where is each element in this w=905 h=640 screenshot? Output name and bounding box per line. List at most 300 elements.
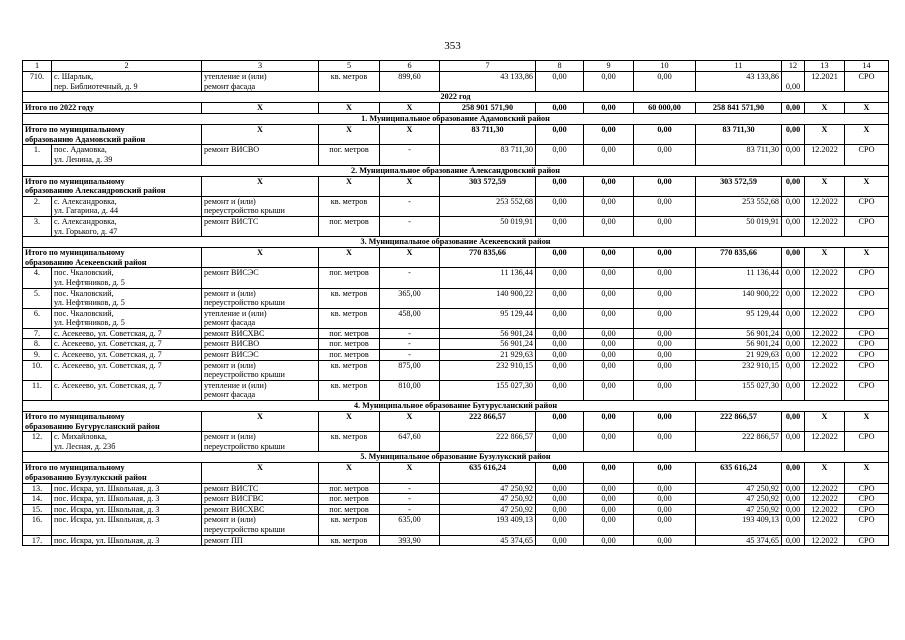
table-cell: ремонт ВИСХВС	[202, 328, 319, 339]
table-cell: 0,00	[536, 380, 584, 400]
table-cell: 0,00	[782, 515, 805, 535]
table-cell: ремонт ВИСГВС	[202, 494, 319, 505]
table-cell: 0,00	[584, 72, 634, 92]
table-cell: 56 901,24	[696, 339, 782, 350]
table-cell: 2	[52, 61, 202, 72]
table-cell: X	[805, 463, 845, 483]
table-cell: 83 711,30	[440, 125, 536, 145]
table-row	[23, 494, 889, 505]
table-cell: 258 841 571,90	[696, 103, 782, 114]
subtotal-row	[23, 176, 889, 196]
table-cell: 47 250,92	[440, 483, 536, 494]
table-cell: СРО	[845, 494, 889, 505]
table-cell: 3	[202, 61, 319, 72]
table-cell: 56 901,24	[440, 328, 536, 339]
table-cell: 258 901 571,90	[440, 103, 536, 114]
table-cell: кв. метров	[319, 380, 380, 400]
table-cell: 95 129,44	[440, 308, 536, 328]
table-cell: кв. метров	[319, 535, 380, 546]
table-cell: 222 866,57	[440, 432, 536, 452]
table-cell: ремонт и (или) переустройство крыши	[202, 432, 319, 452]
table-cell: 0,00	[584, 432, 634, 452]
table-cell: пос. Чкаловский, ул. Нефтяников, д. 5	[52, 268, 202, 288]
table-cell: СРО	[845, 196, 889, 216]
table-cell: 1. Муниципальное образование Адамовский район	[23, 114, 889, 125]
table-cell: 0,00	[634, 463, 696, 483]
table-cell: 0,00	[584, 494, 634, 505]
table-cell: 45 374,65	[696, 535, 782, 546]
table-cell: 155 027,30	[696, 380, 782, 400]
table-cell: 5.	[23, 288, 52, 308]
table-cell: СРО	[845, 145, 889, 165]
table-cell: 13	[805, 61, 845, 72]
table-cell: 0,00	[584, 339, 634, 350]
table-cell: 10.	[23, 360, 52, 380]
table-cell: 12.2022	[805, 350, 845, 361]
table-cell: 647,60	[380, 432, 440, 452]
table-cell: 0,00	[536, 360, 584, 380]
table-cell: X	[380, 125, 440, 145]
capital-repair-table	[22, 60, 889, 546]
table-cell: 43 133,86	[440, 72, 536, 92]
table-cell: X	[202, 176, 319, 196]
table-cell: СРО	[845, 350, 889, 361]
section-heading-row	[23, 114, 889, 125]
table-cell: 0,00	[584, 248, 634, 268]
table-cell: 83 711,30	[696, 145, 782, 165]
table-cell: ремонт ВИСТС	[202, 483, 319, 494]
table-cell: 0,00	[634, 328, 696, 339]
table-cell: 0,00	[782, 350, 805, 361]
table-cell: 56 901,24	[696, 328, 782, 339]
table-cell: 0,00	[634, 216, 696, 236]
table-cell: 253 552,68	[696, 196, 782, 216]
table-cell: 9.	[23, 350, 52, 361]
table-cell: X	[805, 176, 845, 196]
subtotal-row	[23, 412, 889, 432]
table-cell: Итого по муниципальному образованию Александровский район	[23, 176, 202, 196]
table-cell: 12.2022	[805, 328, 845, 339]
table-cell: 12.2022	[805, 216, 845, 236]
table-cell: 13.	[23, 483, 52, 494]
table-cell: 0,00	[782, 125, 805, 145]
table-cell: 0,00	[584, 103, 634, 114]
table-cell: 393,90	[380, 535, 440, 546]
table-cell: X	[380, 248, 440, 268]
table-row	[23, 308, 889, 328]
table-cell: пог. метров	[319, 328, 380, 339]
table-cell: пос. Искра, ул. Школьная, д. 3	[52, 483, 202, 494]
table-cell: 0,00	[536, 432, 584, 452]
table-cell: пос. Искра, ул. Школьная, д. 3	[52, 504, 202, 515]
subtotal-row	[23, 125, 889, 145]
table-cell: 0,00	[782, 504, 805, 515]
table-cell: 12.2021	[805, 72, 845, 92]
table-cell: X	[845, 463, 889, 483]
table-cell: СРО	[845, 432, 889, 452]
table-cell: СРО	[845, 72, 889, 92]
table-cell: 5. Муниципальное образование Бузулукский район	[23, 452, 889, 463]
table-cell: Итого по муниципальному образованию Бугурусланский район	[23, 412, 202, 432]
table-cell: 2.	[23, 196, 52, 216]
table-cell: 0,00	[634, 504, 696, 515]
table-cell: 12.2022	[805, 360, 845, 380]
table-cell: 0,00	[782, 494, 805, 505]
table-cell: 0,00	[584, 483, 634, 494]
table-cell: 770 835,66	[440, 248, 536, 268]
table-cell: ремонт ВИСЭС	[202, 268, 319, 288]
table-cell: -	[380, 328, 440, 339]
table-row	[23, 196, 889, 216]
table-row	[23, 72, 889, 92]
table-cell: 47 250,92	[696, 504, 782, 515]
table-cell: 0,00	[634, 196, 696, 216]
table-row	[23, 432, 889, 452]
table-cell: X	[319, 125, 380, 145]
table-cell: -	[380, 504, 440, 515]
table-cell: X	[319, 176, 380, 196]
table-cell: 12	[782, 61, 805, 72]
table-cell: 0,00	[536, 535, 584, 546]
page-number: 353	[444, 40, 461, 52]
table-cell: 875,00	[380, 360, 440, 380]
table-cell: 21 929,63	[696, 350, 782, 361]
table-cell: пог. метров	[319, 268, 380, 288]
table-cell: с. Асекеево, ул. Советская, д. 7	[52, 339, 202, 350]
table-cell: СРО	[845, 308, 889, 328]
table-cell: 0,00	[584, 360, 634, 380]
table-cell: с. Асекеево, ул. Советская, д. 7	[52, 350, 202, 361]
table-row	[23, 145, 889, 165]
table-cell: 0,00	[634, 494, 696, 505]
table-cell: 458,00	[380, 308, 440, 328]
table-cell: ремонт ВИСВО	[202, 145, 319, 165]
table-cell: 0,00	[536, 504, 584, 515]
table-cell: ремонт и (или) переустройство крыши	[202, 515, 319, 535]
table-cell: кв. метров	[319, 308, 380, 328]
table-cell: пос. Искра, ул. Школьная, д. 3	[52, 494, 202, 505]
table-cell: 635 616,24	[696, 463, 782, 483]
table-cell: СРО	[845, 535, 889, 546]
table-cell: X	[805, 248, 845, 268]
table-cell: X	[845, 125, 889, 145]
table-cell: 56 901,24	[440, 339, 536, 350]
table-cell: 1	[23, 61, 52, 72]
table-cell: 0,00	[782, 268, 805, 288]
table-cell: X	[805, 125, 845, 145]
table-cell: СРО	[845, 288, 889, 308]
table-cell: 50 019,91	[440, 216, 536, 236]
table-cell: 9	[584, 61, 634, 72]
table-cell: 47 250,92	[440, 494, 536, 505]
table-cell: кв. метров	[319, 196, 380, 216]
table-cell: 8.	[23, 339, 52, 350]
table-cell: 0,00	[536, 339, 584, 350]
table-cell: 12.2022	[805, 483, 845, 494]
table-cell: с. Асекеево, ул. Советская, д. 7	[52, 380, 202, 400]
table-cell: ремонт ВИСВО	[202, 339, 319, 350]
table-cell: 0,00	[584, 308, 634, 328]
table-cell: с. Михайловка, ул. Лесная, д. 23б	[52, 432, 202, 452]
table-cell: 14.	[23, 494, 52, 505]
table-row	[23, 350, 889, 361]
table-cell: СРО	[845, 515, 889, 535]
table-cell: 60 000,00	[634, 103, 696, 114]
table-cell: 47 250,92	[696, 483, 782, 494]
table-cell: -	[380, 216, 440, 236]
table-cell: 0,00	[782, 72, 805, 92]
table-cell: 0,00	[536, 176, 584, 196]
table-cell: 12.2022	[805, 308, 845, 328]
table-cell: 12.2022	[805, 145, 845, 165]
table-cell: X	[845, 176, 889, 196]
table-header-row	[23, 61, 889, 72]
table-cell: 0,00	[634, 360, 696, 380]
table-cell: 0,00	[782, 380, 805, 400]
table-row	[23, 288, 889, 308]
section-heading-row	[23, 237, 889, 248]
table-cell: 11 136,44	[696, 268, 782, 288]
table-cell: 0,00	[782, 288, 805, 308]
table-cell: 5	[319, 61, 380, 72]
table-cell: с. Асекеево, ул. Советская, д. 7	[52, 328, 202, 339]
table-cell: 0,00	[782, 145, 805, 165]
table-cell: X	[319, 248, 380, 268]
table-cell: 12.2022	[805, 339, 845, 350]
table-cell: 0,00	[782, 339, 805, 350]
table-cell: 0,00	[634, 268, 696, 288]
table-cell: 3. Муниципальное образование Асекеевский район	[23, 237, 889, 248]
table-row	[23, 483, 889, 494]
table-cell: 0,00	[634, 535, 696, 546]
table-cell: 0,00	[782, 483, 805, 494]
table-cell: 222 866,57	[696, 412, 782, 432]
table-cell: 770 835,66	[696, 248, 782, 268]
table-cell: пос. Чкаловский, ул. Нефтяников, д. 5	[52, 288, 202, 308]
table-cell: 0,00	[584, 125, 634, 145]
table-cell: 0,00	[584, 288, 634, 308]
table-cell: 0,00	[584, 145, 634, 165]
table-cell: 83 711,30	[696, 125, 782, 145]
table-cell: СРО	[845, 328, 889, 339]
table-cell: 12.2022	[805, 288, 845, 308]
table-cell: 365,00	[380, 288, 440, 308]
table-cell: 0,00	[584, 268, 634, 288]
table-cell: 0,00	[536, 463, 584, 483]
table-cell: 17.	[23, 535, 52, 546]
table-row	[23, 380, 889, 400]
table-cell: 0,00	[634, 432, 696, 452]
table-cell: 0,00	[536, 125, 584, 145]
table-cell: 0,00	[634, 176, 696, 196]
table-cell: 0,00	[536, 308, 584, 328]
table-cell: 0,00	[536, 350, 584, 361]
table-cell: -	[380, 494, 440, 505]
table-cell: 2. Муниципальное образование Александровский район	[23, 165, 889, 176]
table-cell: 0,00	[782, 103, 805, 114]
table-cell: 0,00	[536, 494, 584, 505]
table-cell: 0,00	[584, 515, 634, 535]
table-cell: 12.2022	[805, 515, 845, 535]
table-row	[23, 515, 889, 535]
table-cell: ремонт и (или) переустройство крыши	[202, 288, 319, 308]
section-heading-row	[23, 92, 889, 103]
table-row	[23, 216, 889, 236]
table-cell: кв. метров	[319, 360, 380, 380]
table-cell: утепление и (или) ремонт фасада	[202, 380, 319, 400]
table-cell: 193 409,13	[696, 515, 782, 535]
table-cell: 47 250,92	[440, 504, 536, 515]
section-heading-row	[23, 165, 889, 176]
table-cell: 12.2022	[805, 504, 845, 515]
table-cell: 7.	[23, 328, 52, 339]
table-cell: 0,00	[782, 196, 805, 216]
table-cell: X	[845, 412, 889, 432]
table-cell: 303 572,59	[696, 176, 782, 196]
table-cell: Итого по муниципальному образованию Адамовский район	[23, 125, 202, 145]
table-cell: X	[845, 248, 889, 268]
table-cell: 303 572,59	[440, 176, 536, 196]
table-cell: 15.	[23, 504, 52, 515]
table-cell: СРО	[845, 216, 889, 236]
table-cell: 0,00	[584, 535, 634, 546]
table-cell: 47 250,92	[696, 494, 782, 505]
table-cell: кв. метров	[319, 288, 380, 308]
table-cell: пос. Адамовка, ул. Ленина, д. 39	[52, 145, 202, 165]
table-cell: кв. метров	[319, 72, 380, 92]
table-cell: 0,00	[536, 103, 584, 114]
table-cell: X	[202, 125, 319, 145]
table-cell: -	[380, 483, 440, 494]
table-cell: 0,00	[584, 380, 634, 400]
table-cell: 0,00	[584, 216, 634, 236]
table-cell: X	[805, 412, 845, 432]
table-cell: 0,00	[782, 328, 805, 339]
table-cell: 12.2022	[805, 268, 845, 288]
table-cell: -	[380, 268, 440, 288]
table-cell: 0,00	[634, 483, 696, 494]
table-cell: с. Шарлык, пер. Библиотечный, д. 9	[52, 72, 202, 92]
table-cell: 0,00	[782, 176, 805, 196]
table-cell: 232 910,15	[440, 360, 536, 380]
table-cell: 7	[440, 61, 536, 72]
table-cell: СРО	[845, 483, 889, 494]
table-cell: 0,00	[536, 248, 584, 268]
table-cell: пос. Чкаловский, ул. Нефтяников, д. 5	[52, 308, 202, 328]
table-cell: X	[380, 412, 440, 432]
table-cell: с. Александровка, ул. Горького, д. 47	[52, 216, 202, 236]
table-cell: 43 133,86	[696, 72, 782, 92]
table-cell: -	[380, 196, 440, 216]
table-cell: СРО	[845, 504, 889, 515]
table-cell: 635 616,24	[440, 463, 536, 483]
table-cell: 0,00	[634, 145, 696, 165]
table-cell: X	[319, 463, 380, 483]
table-row	[23, 360, 889, 380]
table-cell: 635,00	[380, 515, 440, 535]
table-cell: 11 136,44	[440, 268, 536, 288]
table-cell: 11	[696, 61, 782, 72]
table-cell: 0,00	[634, 339, 696, 350]
table-cell: утепление и (или) ремонт фасада	[202, 308, 319, 328]
table-cell: пос. Искра, ул. Школьная, д. 3	[52, 515, 202, 535]
table-cell: 12.2022	[805, 380, 845, 400]
table-cell: ремонт ВИСТС	[202, 216, 319, 236]
table-cell: СРО	[845, 380, 889, 400]
table-cell: утепление и (или) ремонт фасада	[202, 72, 319, 92]
table-cell: пос. Искра, ул. Школьная, д. 3	[52, 535, 202, 546]
table-cell: 0,00	[536, 515, 584, 535]
table-cell: 222 866,57	[440, 412, 536, 432]
table-cell: 0,00	[584, 504, 634, 515]
table-cell: 232 910,15	[696, 360, 782, 380]
table-cell: X	[202, 412, 319, 432]
table-cell: пог. метров	[319, 483, 380, 494]
table-cell: ремонт ВИСХВС	[202, 504, 319, 515]
table-cell: 0,00	[536, 268, 584, 288]
table-cell: пог. метров	[319, 494, 380, 505]
table-cell: ремонт и (или) переустройство крыши	[202, 360, 319, 380]
table-cell: X	[380, 463, 440, 483]
table-cell: 899,60	[380, 72, 440, 92]
table-cell: 0,00	[584, 412, 634, 432]
table-cell: 140 900,22	[440, 288, 536, 308]
table-cell: СРО	[845, 339, 889, 350]
table-row	[23, 328, 889, 339]
table-row	[23, 268, 889, 288]
table-cell: 11.	[23, 380, 52, 400]
table-cell: пог. метров	[319, 350, 380, 361]
table-cell: 12.2022	[805, 432, 845, 452]
table-cell: 12.	[23, 432, 52, 452]
table-cell: 0,00	[536, 72, 584, 92]
table-cell: X	[319, 103, 380, 114]
table-cell: 0,00	[634, 412, 696, 432]
table-cell: ремонт ПП	[202, 535, 319, 546]
table-cell: 0,00	[634, 308, 696, 328]
table-cell: 0,00	[634, 248, 696, 268]
table-cell: 4. Муниципальное образование Бугурусланский район	[23, 401, 889, 412]
table-cell: 0,00	[536, 483, 584, 494]
table-cell: 10	[634, 61, 696, 72]
table-cell: СРО	[845, 360, 889, 380]
table-cell: X	[202, 463, 319, 483]
table-cell: 0,00	[584, 176, 634, 196]
table-cell: 8	[536, 61, 584, 72]
table-cell: пог. метров	[319, 339, 380, 350]
table-cell: пог. метров	[319, 145, 380, 165]
table-cell: 0,00	[584, 463, 634, 483]
table-cell: 0,00	[584, 350, 634, 361]
table-cell: 0,00	[584, 196, 634, 216]
table-cell: 14	[845, 61, 889, 72]
table-cell: 12.2022	[805, 494, 845, 505]
table-cell: 0,00	[584, 328, 634, 339]
table-cell: 0,00	[536, 196, 584, 216]
table-cell: пог. метров	[319, 216, 380, 236]
table-cell: 0,00	[782, 412, 805, 432]
table-cell: X	[380, 103, 440, 114]
table-cell: 0,00	[782, 463, 805, 483]
table-cell: 95 129,44	[696, 308, 782, 328]
section-heading-row	[23, 452, 889, 463]
table-cell: 2022 год	[23, 92, 889, 103]
table-cell: 0,00	[782, 432, 805, 452]
table-cell: 0,00	[634, 380, 696, 400]
section-heading-row	[23, 401, 889, 412]
table-cell: 0,00	[536, 328, 584, 339]
table-cell: кв. метров	[319, 515, 380, 535]
